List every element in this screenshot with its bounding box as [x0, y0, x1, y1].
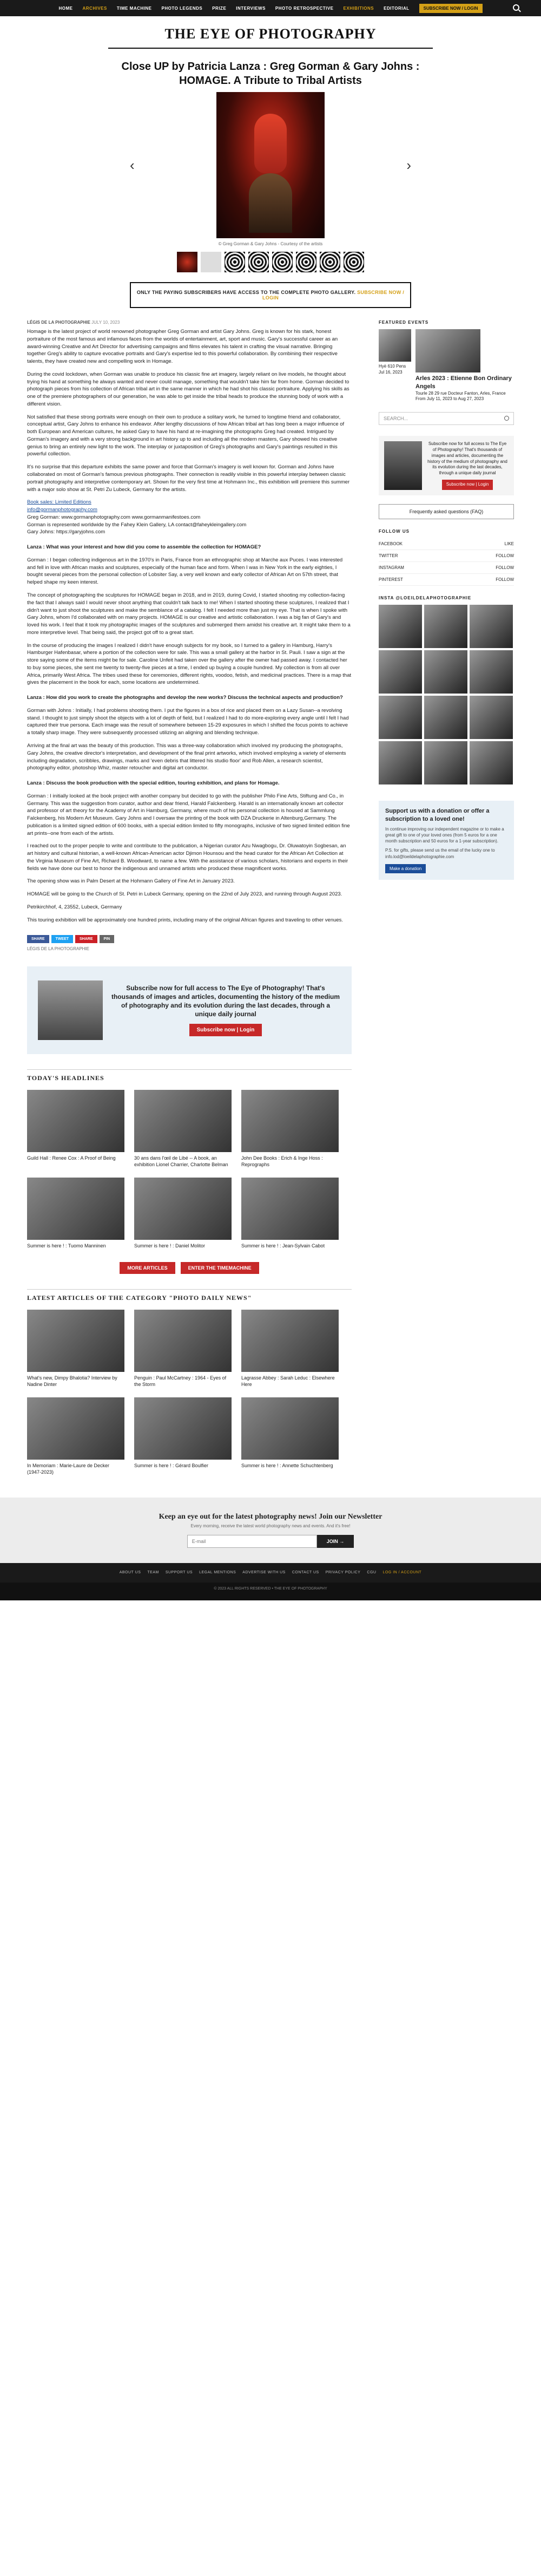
faq-button[interactable]: Frequently asked questions (FAQ) [379, 504, 514, 519]
search-icon[interactable] [513, 4, 519, 11]
pinterest-share-button[interactable]: PIN [100, 935, 115, 943]
follow-row[interactable] [379, 550, 514, 562]
top-nav [0, 0, 541, 16]
card-image[interactable] [134, 1310, 232, 1372]
hero-image[interactable] [216, 92, 325, 238]
nav-photo-legends[interactable]: PHOTO LEGENDS [161, 5, 203, 11]
nav-photo-retrospective[interactable]: PHOTO RETROSPECTIVE [275, 5, 334, 11]
event-meta: Jul 16, 2023 [379, 369, 403, 375]
footer-link[interactable]: SUPPORT US [165, 1571, 193, 1575]
headline-card[interactable] [27, 1090, 124, 1168]
footer-link[interactable]: TEAM [147, 1571, 159, 1575]
paragraph: Homage is the latest project of world renowned photographer Greg Gorman and artist Gary Johns. Greg is known for his stark, honest portraiture of the most famous and infamous faces from the worlds of entertainment, art, sport and music. Gary's successful career as an award-winning Creative and Art Director for advertising campaigns and films elevates his talent in crafting the visual narrative. Bringing together Greg's ability to capture evocative portraits and Gary's expertise led to this powerful collaboration. By combining their respective talents, they have created new and compelling work in Homage. [27, 329, 338, 365]
nav-interviews[interactable]: INTERVIEWS [236, 5, 266, 11]
paragraph: In the course of producing the images I realized I didn't have enough subjects for my book, so I turned to a gallery in Hamburg, Harry's Hamburger Hafenbasar, where a portion of the collection were for sale. This was a small gallery at the harbor in St. Pauli. I saw a sign at the store saying some of the items might be for sale. Caroline Unfeit had taken over the gallery after the owner had passed away. I contacted her to buy some pieces, she sent me twenty to twenty-five pieces at a time, I ended up buying a couple hundred. My collection is from all over Africa, primarily West Africa. The tribes used these for ceremonies, different rights, voodoo, fetish, and medicinal practices. There is a map that gives the placement in the book for each, some locations are undetermined. [27, 642, 352, 686]
promo-text: Subscribe now for full access to The Eye of Photography! That's thousands of images and articles, documenting the history of the medium of photography and its evolution during the last decades, through a unique daily journal [111, 984, 340, 1018]
card-title[interactable]: John Dee Books : Erich & Inge Hoss : Reprographs [241, 1155, 323, 1167]
subscribe-login-button[interactable]: SUBSCRIBE NOW / LOGIN [419, 4, 483, 13]
article-tags[interactable]: LÉGIS DE LA PHOTOGRAPHIE [27, 946, 89, 951]
paragraph: Arriving at the final art was the beauty of this production. This was a three-way collaboration which involved my producing the photographs, Gary Johns, the creative director's interpretation, and development of the final print artworks, which involved employing a variety of elements including degradation, scribbles, drawings, marks and 'even debris that littered his studio floor' and Rob Allen, a research scientist, photography editor, photoshop Whiz, master retoucher and digital art conductor. [27, 742, 346, 772]
instagram-photo[interactable] [470, 741, 513, 784]
latest-card[interactable] [241, 1397, 339, 1475]
sidebar-subscribe [379, 436, 514, 495]
newsletter-email-input[interactable] [187, 1535, 317, 1548]
support-box [379, 801, 514, 880]
johns-link[interactable]: Gary Johns: https://garyjohns.com [27, 529, 105, 535]
instagram-photo[interactable] [424, 696, 467, 739]
search-icon[interactable] [504, 416, 509, 421]
newsletter [0, 1498, 541, 1563]
twitter-icon[interactable]: TWITTER [379, 553, 398, 559]
nav-exhibitions[interactable]: EXHIBITIONS [343, 5, 374, 11]
card-image[interactable] [27, 1178, 124, 1240]
instagram-icon[interactable]: INSTAGRAM [379, 565, 404, 571]
event-title[interactable]: Hyè 610 Pens [379, 364, 406, 369]
subscriber-banner-link[interactable]: SUBSCRIBE NOW / LOGIN [262, 290, 405, 300]
latest-card[interactable] [27, 1310, 124, 1388]
card-title[interactable]: 30 ans dans l'œil de Libé -- A book, an exhibition Lionel Charrier, Charlotte Belman [134, 1155, 228, 1167]
thumbnail[interactable] [201, 252, 221, 272]
publish-date: JULY 10, 2023 [91, 320, 120, 325]
event-image[interactable] [415, 329, 480, 372]
instagram-photo[interactable] [470, 696, 513, 739]
latest-card[interactable] [241, 1310, 339, 1388]
nav-archives[interactable]: ARCHIVES [82, 5, 107, 11]
card-image[interactable] [27, 1090, 124, 1152]
interview-question: Lanza : Discuss the book production with the special edition, touring exhibition, and plans for Homage. [27, 780, 280, 787]
latest-card[interactable] [27, 1397, 124, 1475]
interview-question: Lanza : What was your interest and how did you come to assemble the collection for HOMAGE? [27, 544, 261, 551]
instagram-photo[interactable] [379, 696, 422, 739]
instagram-photo[interactable] [379, 605, 422, 648]
card-title[interactable]: Summer is here ! : Jean-Sylvain Cabot [241, 1243, 325, 1248]
paragraph: Petrikirchhof, 4, 23552, Lubeck, Germany [27, 904, 122, 910]
linkedin-share-button[interactable]: SHARE [75, 935, 97, 943]
nav-time-machine[interactable]: TIME MACHINE [116, 5, 152, 11]
footer-link[interactable]: PRIVACY POLICY [325, 1571, 361, 1575]
card-image[interactable] [241, 1310, 339, 1372]
twitter-share-button[interactable]: TWEET [51, 935, 74, 943]
support-text: In continue improving our independent magazine or to make a great gift to one of your loved ones (from 5 euros for a one month subscription and 50 euros for a 1-year subscription). [385, 826, 504, 844]
card-title[interactable]: Summer is here ! : Gérard Boulfier [134, 1463, 209, 1469]
latest-card[interactable] [134, 1397, 232, 1475]
instagram-heading: INSTA @LOEILDELAPHOTOGRAPHIE [379, 596, 472, 601]
card-image[interactable] [27, 1397, 124, 1460]
follow-row[interactable] [379, 538, 514, 550]
sidebar-subscribe-copy: Subscribe now for full access to The Eye of Photography! That's thousands of images and articles, documenting the history of the medium of photography and its evolution during the last decades, through a unique daily journal [427, 441, 507, 476]
promo-content [110, 984, 341, 1037]
instagram-photo[interactable] [379, 741, 422, 784]
latest-heading: LATEST ARTICLES OF THE CATEGORY "PHOTO DAILY NEWS" [27, 1289, 352, 1302]
subscriber-banner [130, 282, 411, 308]
instagram-photo[interactable] [470, 650, 513, 694]
paragraph: Gorman : I initially looked at the book project with another company but decided to go with the publisher Philo Fine Arts, Stiftung and Co., in Germany. This was the suggestion from curator, author and dear friend, Harald Falckenberg. Harald is an internationally known art collector and professor of art theory for the Academy of Art in Hamburg, Germany, where much of his personal collection is housed at Sammlung Falckenberg, his Modern Art Museum. Gary Johns and I oversaw the printing of the book with DZA Druckerie in Altenburg,Germany. The publication is a limited signed edition of 600 books, with a special edition limited to fifty monographs, inclusive of two signed limited edition fine art prints--one from each of the artists. [27, 793, 350, 836]
newsletter-text: Every morning, receive the latest world photography news and events. And it's free! [190, 1523, 351, 1528]
image-caption: © Greg Gorman & Gary Johns - Courtesy of the artists [218, 241, 323, 246]
headline-card[interactable] [241, 1178, 339, 1249]
follow-heading: FOLLOW US [379, 529, 410, 534]
instagram-photo[interactable] [470, 605, 513, 648]
image-slider [130, 92, 411, 246]
follow-us [379, 529, 514, 586]
footer-link[interactable]: ABOUT US [119, 1571, 141, 1575]
follow-action[interactable]: FOLLOW [496, 577, 514, 583]
links-block [27, 499, 352, 536]
thumbnail[interactable] [272, 252, 293, 272]
paragraph: I reached out to the proper people to write and contribute to the publication, a Nigerian curator Azu Nwagbogu, Dr. Oluwatoyin Sogbesan, an art history and cultural historian, a well-known African-American actor Djimon Hounsou and the head curator for the African Art Collection at the Virginia Museum of Fine Art, Richard B. Woodward, to name a few. With the assistance of various scholars, historians and experts in their fields we have done our best to honor the indigenous and unnamed artists who produced these magnificent works. [27, 843, 348, 872]
headline-card[interactable] [241, 1090, 339, 1168]
card-title[interactable]: Lagrasse Abbey : Sarah Leduc : Elsewhere Here [241, 1375, 335, 1388]
newsletter-join-button[interactable]: JOIN → [317, 1535, 354, 1548]
newsletter-form [0, 1535, 541, 1548]
subscriber-banner-text: ONLY THE PAYING SUBSCRIBERS HAVE ACCESS TO THE COMPLETE PHOTO GALLERY. [136, 290, 356, 295]
headline-card[interactable] [134, 1178, 232, 1249]
card-image[interactable] [241, 1178, 339, 1240]
paragraph: It's no surprise that this departure exhibits the same power and force that Gorman's imagery is well known for. Gorman and Johns have collaborated on most of Gorman's famous previous photographs. Their connection is readily visible in this powerful interplay between classic portrait photography and interpretive contemporary art. Shown for the very first time at Hohmann Inc., this exhibition will premiere this summer with a major solo show at St. Petri Zu Lubeck, Germany for the artists. [27, 464, 350, 493]
instagram-photo[interactable] [379, 650, 422, 694]
thumbnail[interactable] [296, 252, 316, 272]
article-title: Close UP by Patricia Lanza : Greg Gorman & Gary Johns : HOMAGE. A Tribute to Tribal Artists [121, 61, 420, 87]
thumbnail[interactable] [344, 252, 364, 272]
subscribe-promo [27, 966, 352, 1054]
nav-editorial[interactable]: EDITORIAL [384, 5, 410, 11]
card-title[interactable]: Summer is here ! : Annette Schuchtenberg [241, 1463, 333, 1469]
sidebar-search-input[interactable] [379, 412, 514, 425]
card-image[interactable] [241, 1090, 339, 1152]
follow-action[interactable]: LIKE [504, 541, 514, 547]
card-image[interactable] [27, 1310, 124, 1372]
search-placeholder: SEARCH... [384, 416, 408, 422]
latest-card[interactable] [134, 1310, 232, 1388]
masthead [108, 16, 433, 49]
card-image[interactable] [134, 1397, 232, 1460]
card-image[interactable] [134, 1090, 232, 1152]
nav-home[interactable]: HOME [58, 5, 73, 11]
paragraph: This touring exhibition will be approximately one hundred prints, including many of the original African figures and traveling to other venues. [27, 917, 344, 923]
event-meta: Tourle 28 29 rue Docteur Fanton, Arles, France From July 11, 2023 to Aug 27, 2023 [415, 390, 506, 402]
nav-prize[interactable]: PRIZE [212, 5, 227, 11]
slider-next-arrow-icon[interactable]: › [406, 157, 411, 173]
latest-grid [27, 1310, 352, 1476]
sidebar-subscribe-text [426, 441, 509, 490]
instagram-photo[interactable] [424, 741, 467, 784]
gallery-link[interactable]: Gorman is represented worldwide by the Fahey Klein Gallery, LA contact@faheykleingallery.com [27, 521, 247, 528]
card-title[interactable]: Guild Hall : Renee Cox : A Proof of Being [27, 1155, 116, 1161]
site-logo[interactable]: THE EYE OF PHOTOGRAPHY [164, 26, 377, 42]
support-ps: P.S. for gifts, please send us the email of the lucky one to info.lod@loeildelaphotographie.com [385, 848, 495, 859]
event-image[interactable] [379, 329, 411, 362]
footer-link[interactable]: CONTACT US [292, 1571, 319, 1575]
promo-image [38, 980, 103, 1040]
author-name[interactable]: LÉGIS DE LA PHOTOGRAPHIE [27, 320, 90, 325]
paragraph: The concept of photographing the sculptures for HOMAGE began in 2018, and in 2019, during Covid, I started shooting my collection-facing the fact that I always said I would never shoot anything that couldn't talk back to me! When I started shooting these sculptures, I realized that I didn't want to just shoot the sculptures and make the semblance of a catalog. I felt I needed more than just my eye. That is when I spoke with Gary Johns, whom I'd collaborated with on many projects. HOMAGE is our creative and artistic collaboration. I was a big fan of Gary's and loved his work. I feel that it took my photographic images of the sculptures and submerged them amidst his creative art. It might take them to a more interpretive level. That being said, the project got off to a great start. [27, 592, 351, 636]
featured-event[interactable] [379, 329, 411, 402]
slider-prev-arrow-icon[interactable]: ‹ [130, 157, 135, 173]
footer-link[interactable]: ADVERTISE WITH US [242, 1571, 286, 1575]
card-title[interactable]: Summer is here ! : Daniel Molitor [134, 1243, 206, 1248]
interview-question: Lanza : How did you work to create the photographs and develop the new works? Discuss the technical aspects and production? [27, 695, 343, 701]
content-layout [27, 320, 514, 1476]
footer-nav [0, 1563, 541, 1583]
thumbnail[interactable] [320, 252, 340, 272]
pinterest-icon[interactable]: PINTEREST [379, 577, 403, 583]
gorman-links[interactable]: Greg Gorman: www.gormanphotography.com www.gormanmanifestoes.com [27, 514, 201, 520]
footer-link[interactable]: LEGAL MENTIONS [199, 1571, 236, 1575]
card-image[interactable] [241, 1397, 339, 1460]
headlines-heading: TODAY'S HEADLINES [27, 1069, 352, 1082]
headlines-grid [27, 1090, 352, 1249]
share-row [27, 935, 352, 943]
event-title[interactable]: Arles 2023 : Etienne Bon Ordinary Angels [415, 375, 512, 390]
featured-events-heading: FEATURED EVENTS [379, 320, 429, 325]
card-image[interactable] [134, 1178, 232, 1240]
paragraph: Gorman with Johns : Initially, I had problems shooting them. I put the figures in a box of rice and placed them on a Lazy Susan--a revolving stand. I thought to just simply shoot the objects with a lot of depth of field, but I realized I had to do more-exploring every angle until I felt I had captured their true persona. Each image was the result of somewhere between 15-29 exposures in which I shifted the focus points to achieve a totally sharp image. They were subsequently processed utilizing an aligning and blending technique. [27, 707, 349, 736]
follow-action[interactable]: FOLLOW [496, 565, 514, 571]
follow-action[interactable]: FOLLOW [496, 553, 514, 559]
book-sales-link[interactable]: Book sales: Limited Editions [27, 499, 91, 506]
thumbnail[interactable] [248, 252, 269, 272]
email-link[interactable]: info@gormanphotography.com [27, 507, 97, 513]
instagram-photo[interactable] [424, 650, 467, 694]
thumbnail-strip [0, 252, 541, 272]
card-title[interactable]: In Memoriam : Marie-Laure de Decker (1947-2023) [27, 1463, 110, 1475]
sidebar [379, 320, 514, 1476]
donate-button[interactable]: Make a donation [385, 864, 426, 873]
featured-events [379, 329, 514, 402]
support-title: Support us with a donation or offer a subscription to a loved one! [385, 808, 490, 822]
follow-row[interactable] [379, 562, 514, 574]
paragraph: HOMAGE will be going to the Church of St. Petri in Lubeck Germany, opening on the 22nd of July 2023, and running through August 2023. [27, 891, 342, 898]
card-title[interactable]: Summer is here ! : Tuomo Manninen [27, 1243, 106, 1248]
paragraph: The opening show was in Palm Desert at the Hohmann Gallery of Fine Art in January 2023. [27, 878, 235, 885]
footer-login-link[interactable]: LOG IN / ACCOUNT [382, 1571, 422, 1575]
main-column [27, 320, 352, 1476]
card-title[interactable]: What's new, Dimpy Bhalotia? Interview by Nadine Dinter [27, 1375, 117, 1388]
headline-card[interactable] [27, 1178, 124, 1249]
article-body [27, 328, 352, 924]
instagram-photo[interactable] [424, 605, 467, 648]
facebook-share-button[interactable]: SHARE [27, 935, 49, 943]
newsletter-title: Keep an eye out for the latest photography news! Join our Newsletter [159, 1512, 382, 1521]
follow-row[interactable] [379, 574, 514, 586]
facebook-icon[interactable]: FACEBOOK [379, 541, 403, 547]
sidebar-subscribe-button[interactable]: Subscribe now | Login [442, 480, 493, 490]
paragraph: Not satisfied that these strong portraits were enough on their own to produce a solitary work, he turned to longtime friend and collaborator, conceptual artist, Gary Johns to enhance his endeavor. After lengthy discussions of how African tribal art has long been a major influence of both European and American cultures, he asked Gary to have his hand at re-imagining the photographs Greg had created. Intrigued by Gorman's imagery and with a very strong background in art history up to and including all the modern masters, Gary showed his creative genius to bring an entirely new light to the work. The interplay or juxtaposition of Greg's photographs and Gary's paintings resulted in this powerful collection. [27, 414, 345, 457]
footer-link[interactable]: CGU [367, 1571, 377, 1575]
copyright: © 2023 ALL RIGHTS RESERVED • THE EYE OF PHOTOGRAPHY [0, 1583, 541, 1600]
featured-event[interactable] [415, 329, 514, 402]
headline-actions [27, 1262, 352, 1274]
card-title[interactable]: Penguin : Paul McCartney : 1964 - Eyes of the Storm [134, 1375, 227, 1388]
paragraph: During the covid lockdown, when Gorman was unable to produce his classic fine art imagery, largely reliant on live models, he thought about trying his hand at something he always wanted and never could manage, something that wouldn't take him far from home. Gorman decided to photograph pieces from his collection of African tribal art in the same manner in which he had shot his classic portraiture. Applying his skills as one of the premiere photographers of our generation, he was able to get inside the tribal heads to produce the stunning body of work with a different vision. [27, 371, 349, 407]
paragraph: Gorman : I began collecting indigenous art in the 1970's in Paris, France from an ethnographic shop at Marche aux Puces. I was interested and fell in love with African masks and sculptures, especially of the human face and form. When I was in New York in the early eighties, I bought several pieces from the personal collection of Lobsiter Say, a very well known and early collector of African Art on 57th street, that helped shape my keen interest. [27, 557, 343, 586]
headline-card[interactable] [134, 1090, 232, 1168]
thumbnail[interactable] [177, 252, 197, 272]
sidebar-subscribe-image [384, 441, 422, 490]
time-machine-button[interactable]: ENTER THE TIMEMACHINE [181, 1262, 259, 1274]
thumbnail[interactable] [225, 252, 245, 272]
instagram-grid [379, 605, 514, 784]
promo-subscribe-button[interactable]: Subscribe now | Login [189, 1024, 262, 1036]
byline [27, 320, 352, 325]
more-articles-button[interactable]: MORE ARTICLES [120, 1262, 175, 1274]
